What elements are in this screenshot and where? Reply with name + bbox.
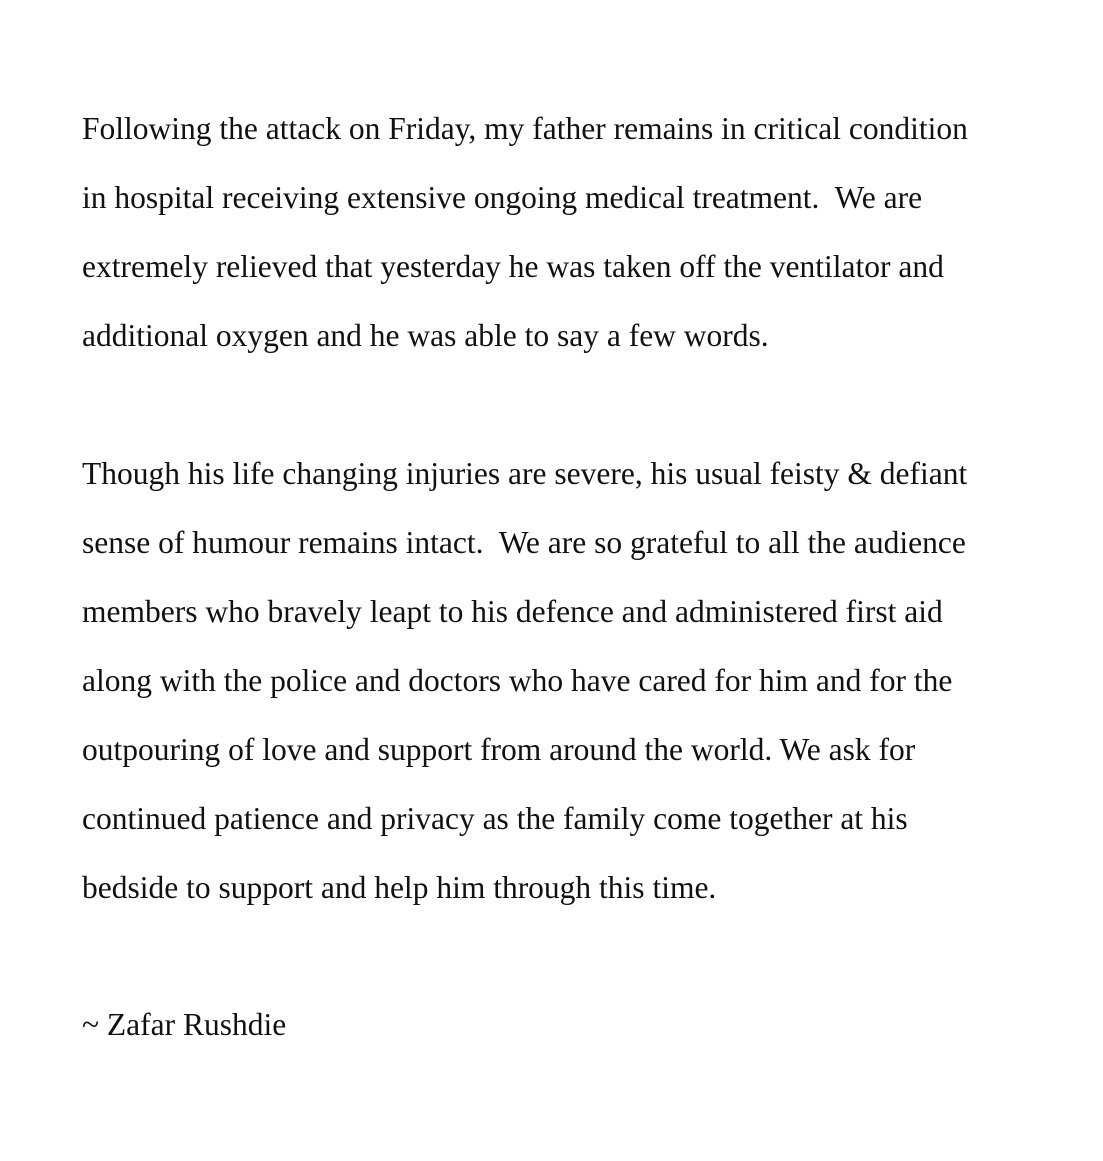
text-line: sense of humour remains intact. We are so grateful to all the audience: [82, 525, 966, 560]
paragraph-gap: [82, 370, 1082, 439]
text-line: Following the attack on Friday, my father remains in critical condition: [82, 111, 968, 146]
statement-body: [82, 94, 1082, 922]
text-line: Though his life changing injuries are severe, his usual feisty & defiant: [82, 456, 968, 491]
text-line: additional oxygen and he was able to say a few words.: [82, 318, 769, 353]
paragraph-2: [82, 439, 1082, 922]
paragraph-1: [82, 94, 1082, 370]
text-line: outpouring of love and support from around the world. We ask for: [82, 732, 916, 767]
text-line: continued patience and privacy as the family come together at his: [82, 801, 908, 836]
text-line: in hospital receiving extensive ongoing medical treatment. We are: [82, 180, 923, 215]
signature: ~ Zafar Rushdie: [82, 1007, 287, 1042]
text-line: members who bravely leapt to his defence and administered first aid: [82, 594, 943, 629]
text-line: bedside to support and help him through this time.: [82, 870, 717, 905]
text-line: extremely relieved that yesterday he was taken off the ventilator and: [82, 249, 944, 284]
text-line: along with the police and doctors who have cared for him and for the: [82, 663, 953, 698]
